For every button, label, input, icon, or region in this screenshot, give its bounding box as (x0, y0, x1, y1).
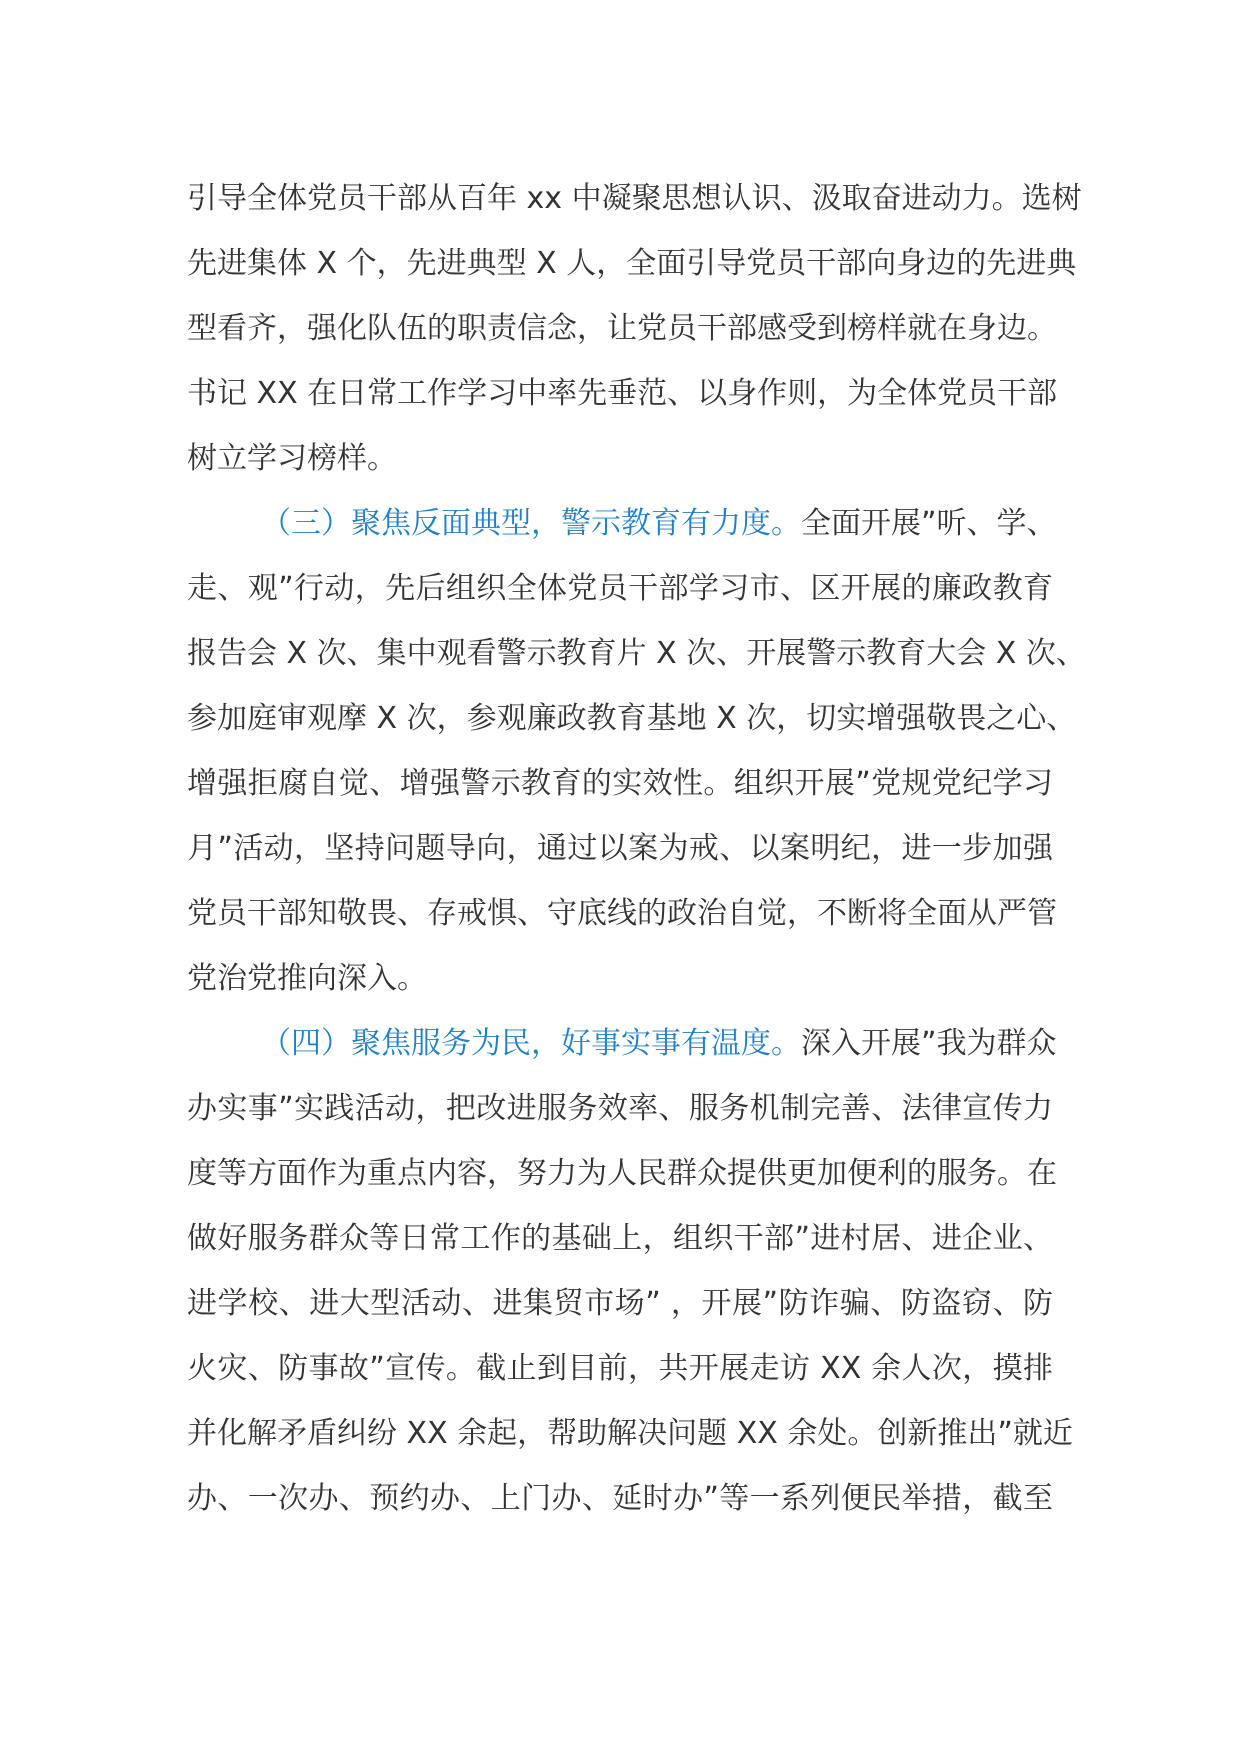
paragraph-line: 度等方面作为重点内容，努力为人民群众提供更加便利的服务。在 (187, 1156, 1057, 1191)
paragraph-line: 书记 XX 在日常工作学习中率先垂范、以身作则，为全体党员干部 (187, 376, 1058, 411)
paragraph-line: 做好服务群众等日常工作的基础上，组织干部”进村居、进企业、 (187, 1221, 1053, 1256)
paragraph-2 (187, 491, 1086, 1011)
paragraph-3 (187, 1011, 1073, 1531)
paragraph-text: 深入开展”我为群众 (801, 1026, 1057, 1061)
paragraph-line: 型看齐，强化队伍的职责信念，让党员干部感受到榜样就在身边。 (187, 311, 1057, 346)
paragraph-first-line (187, 1011, 1057, 1076)
paragraph-1 (187, 166, 1082, 491)
paragraph-line: 先进集体 X 个，先进典型 X 人，全面引导党员干部向身边的先进典 (187, 246, 1077, 281)
paragraph-line: 进学校、进大型活动、进集贸市场” ，开展”防诈骗、防盗窃、防 (187, 1286, 1053, 1321)
paragraph-line: 走、观”行动，先后组织全体党员干部学习市、区开展的廉政教育 (187, 571, 1053, 606)
paragraph-line: 增强拒腐自觉、增强警示教育的实效性。组织开展”党规党纪学习 (187, 766, 1053, 801)
paragraph-line: 树立学习榜样。 (187, 441, 397, 476)
section-heading: （四）聚焦服务为民，好事实事有温度。 (261, 1026, 801, 1061)
document-page (187, 166, 1086, 1531)
paragraph-line: 报告会 X 次、集中观看警示教育片 X 次、开展警示教育大会 X 次、 (187, 636, 1086, 671)
paragraph-line: 参加庭审观摩 X 次，参观廉政教育基地 X 次，切实增强敬畏之心、 (187, 701, 1077, 736)
paragraph-line: 党治党推向深入。 (187, 961, 427, 996)
paragraph-line: 党员干部知敬畏、存戒惧、守底线的政治自觉，不断将全面从严管 (187, 896, 1057, 931)
paragraph-text: 全面开展”听、学、 (801, 506, 1057, 541)
paragraph-line: 并化解矛盾纠纷 XX 余起，帮助解决问题 XX 余处。创新推出”就近 (187, 1416, 1073, 1451)
paragraph-line: 火灾、防事故”宣传。截止到目前，共开展走访 XX 余人次，摸排 (187, 1351, 1053, 1386)
paragraph-line: 办、一次办、预约办、上门办、延时办”等一系列便民举措，截至 (187, 1481, 1053, 1516)
paragraph-first-line (187, 491, 1057, 556)
paragraph-line: 办实事”实践活动，把改进服务效率、服务机制完善、法律宣传力 (187, 1091, 1053, 1126)
paragraph-line: 月”活动，坚持问题导向，通过以案为戒、以案明纪，进一步加强 (187, 831, 1053, 866)
paragraph-line: 引导全体党员干部从百年 xx 中凝聚思想认识、汲取奋进动力。选树 (187, 181, 1082, 216)
section-heading: （三）聚焦反面典型，警示教育有力度。 (261, 506, 801, 541)
